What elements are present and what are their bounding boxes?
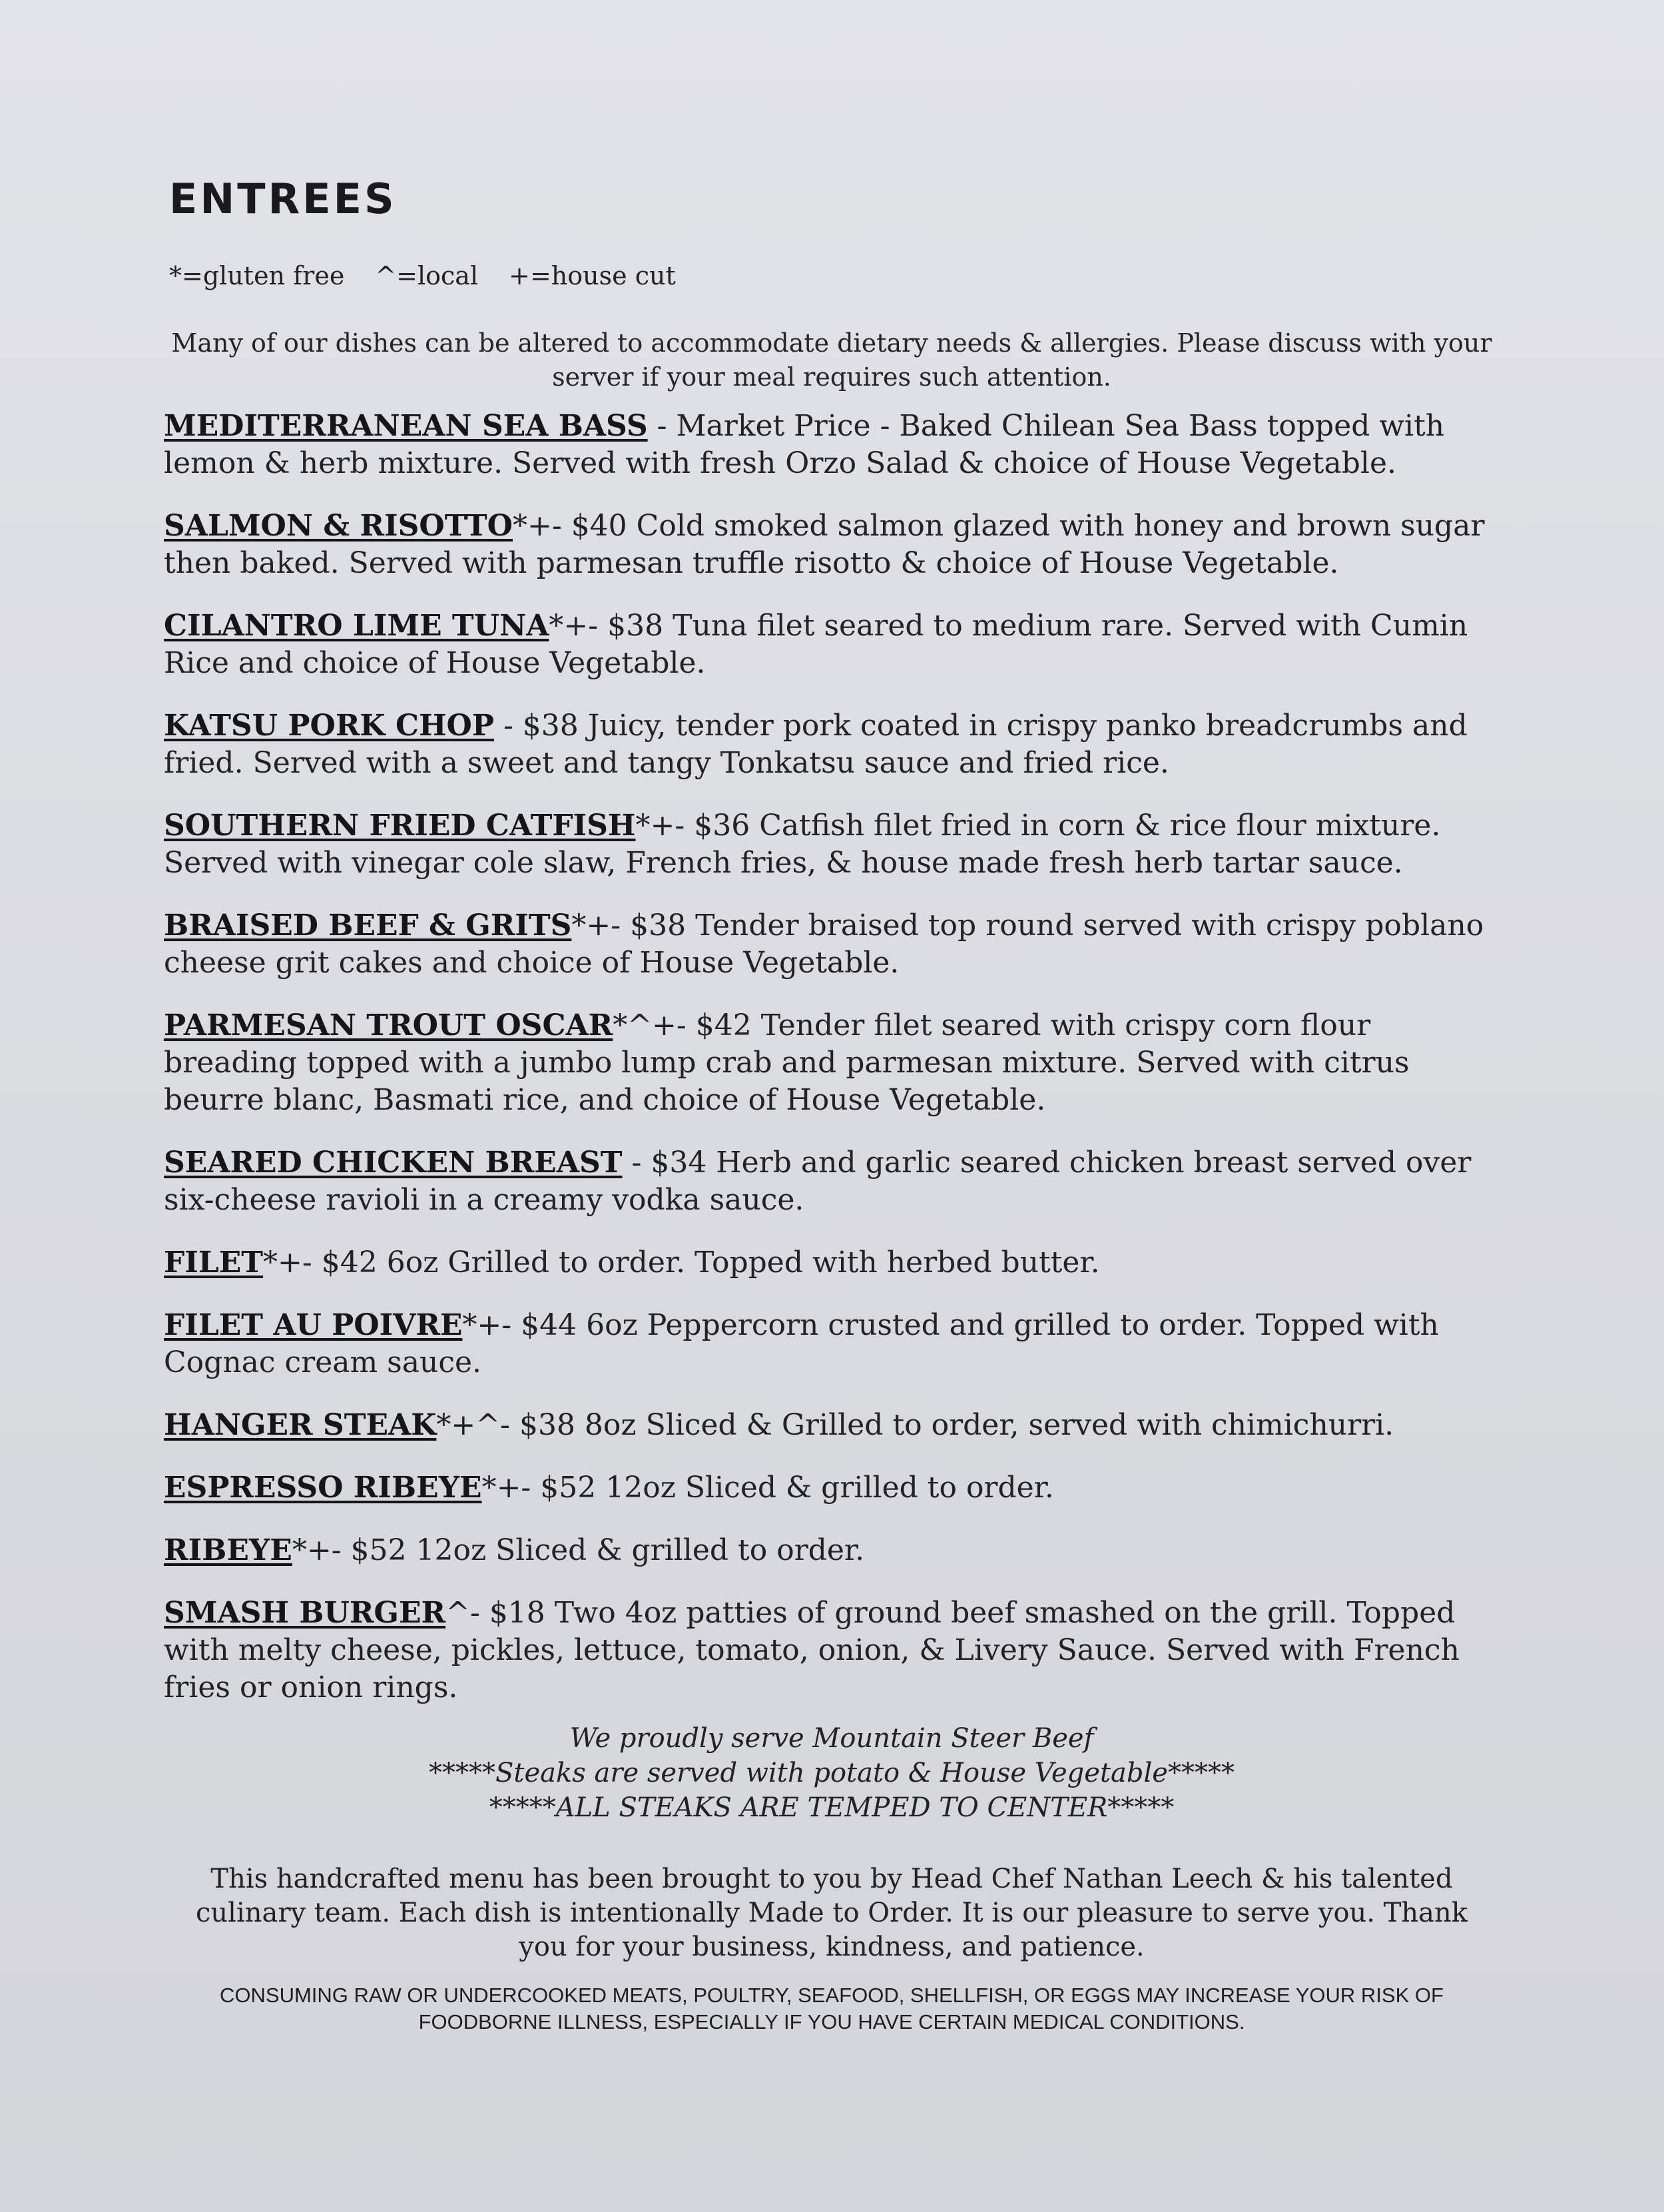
menu-item: [164, 1007, 1496, 1119]
legend-gluten-free: *=gluten free: [169, 261, 345, 290]
menu-item-name: KATSU PORK CHOP: [164, 709, 494, 743]
menu-item: [164, 1307, 1496, 1381]
dietary-legend: [169, 261, 706, 290]
menu-item-name: BRAISED BEEF & GRITS: [164, 909, 572, 942]
legend-local: ^=local: [375, 261, 479, 290]
menu-item: [164, 1244, 1496, 1282]
menu-item: [164, 408, 1496, 482]
steak-sides-note: *****Steaks are served with potato & House Vegetable*****: [429, 1758, 1235, 1788]
menu-item-description: *+^- $38 8oz Sliced & Grilled to order, served with chimichurri.: [436, 1408, 1394, 1442]
menu-item: [164, 1595, 1496, 1706]
menu-item: [164, 707, 1496, 782]
menu-item-description: *+- $52 12oz Sliced & grilled to order.: [481, 1471, 1054, 1505]
menu-item: [164, 1144, 1496, 1219]
menu-item-name: PARMESAN TROUT OSCAR: [164, 1008, 613, 1042]
menu-item-name: SOUTHERN FRIED CATFISH: [164, 809, 636, 843]
menu-item-description: *+- $44 6oz Peppercorn crusted and grilled to order. Topped with Cognac cream sauce.: [164, 1308, 1439, 1379]
menu-item-description: *+- $38 Tender braised top round served with crispy poblano cheese grit cakes and choice of House Vegetable.: [164, 909, 1484, 980]
menu-item-name: CILANTRO LIME TUNA: [164, 609, 549, 643]
menu-item-description: *+- $38 Tuna filet seared to medium rare. Served with Cumin Rice and choice of House Vegetable.: [164, 609, 1468, 680]
menu-item: [164, 807, 1496, 882]
menu-item-name: FILET: [164, 1246, 264, 1280]
menu-item: [164, 1469, 1496, 1507]
menu-item-description: *+- $42 6oz Grilled to order. Topped with herbed butter.: [263, 1246, 1100, 1280]
menu-item-description: *+- $40 Cold smoked salmon glazed with honey and brown sugar then baked. Served with parmesan truffle risotto & choice of House Vegetable.: [164, 509, 1485, 580]
steak-notes: [169, 1721, 1494, 1825]
menu-item: [164, 508, 1496, 582]
menu-item-name: HANGER STEAK: [164, 1408, 437, 1442]
menu-item-description: ^- $18 Two 4oz patties of ground beef smashed on the grill. Topped with melty cheese, pickles, lettuce, tomato, onion, & Livery Sauce. Served with French fries or onion rings.: [164, 1596, 1460, 1704]
menu-item: [164, 1532, 1496, 1569]
menu-item-name: SALMON & RISOTTO: [164, 509, 513, 543]
menu-item-description: *+- $36 Catfish filet fried in corn & rice flour mixture. Served with vinegar cole slaw, French fries, & house made fresh herb tartar sauce.: [164, 809, 1441, 880]
menu-item-name: SMASH BURGER: [164, 1596, 446, 1630]
menu-item: [164, 1407, 1496, 1444]
menu-item-name: RIBEYE: [164, 1533, 292, 1567]
dietary-intro: Many of our dishes can be altered to accommodate dietary needs & allergies. Please discuss with your server if your meal requires such attention.: [171, 328, 1492, 392]
menu-item-description: *+- $52 12oz Sliced & grilled to order.: [292, 1533, 865, 1567]
menu-item-name: SEARED CHICKEN BREAST: [164, 1146, 623, 1180]
menu-item-name: MEDITERRANEAN SEA BASS: [164, 409, 648, 443]
menu-item-description: - $38 Juicy, tender pork coated in crispy panko breadcrumbs and fried. Served with a sweet and tangy Tonkatsu sauce and fried rice.: [164, 709, 1468, 780]
menu-item-description: - Market Price - Baked Chilean Sea Bass topped with lemon & herb mixture. Served with fresh Orzo Salad & choice of House Vegetable.: [164, 409, 1445, 480]
beef-source-note: We proudly serve Mountain Steer Beef: [569, 1723, 1094, 1754]
legend-house-cut: +=house cut: [509, 261, 676, 290]
menu-item: [164, 907, 1496, 982]
menu-item-name: ESPRESSO RIBEYE: [164, 1471, 482, 1505]
menu-item-description: - $34 Herb and garlic seared chicken breast served over six-cheese ravioli in a creamy vodka sauce.: [164, 1146, 1472, 1217]
steak-temp-note: *****ALL STEAKS ARE TEMPED TO CENTER*****: [489, 1792, 1175, 1823]
menu-item-name: FILET AU POIVRE: [164, 1308, 463, 1342]
chef-message: This handcrafted menu has been brought to you by Head Chef Nathan Leech & his talented culinary team. Each dish is intentionally Made to Order. It is our pleasure to serve you. Thank you for your business, kindness, and patience.: [196, 1864, 1468, 1962]
page-title: ENTREES: [169, 175, 397, 223]
menu-item-description: *^+- $42 Tender filet seared with crispy corn flour breading topped with a jumbo lump crab and parmesan mixture. Served with citrus beurre blanc, Basmati rice, and choice of House Vegetable.: [164, 1008, 1410, 1117]
menu-item: [164, 607, 1496, 682]
entree-list: [164, 408, 1496, 1732]
consumption-warning: CONSUMING RAW OR UNDERCOOKED MEATS, POULTRY, SEAFOOD, SHELLFISH, OR EGGS MAY INCREASE YOUR RISK OF FOODBORNE ILLNESS, ESPECIALLY IF YOU HAVE CERTAIN MEDICAL CONDITIONS.: [220, 1984, 1444, 2033]
